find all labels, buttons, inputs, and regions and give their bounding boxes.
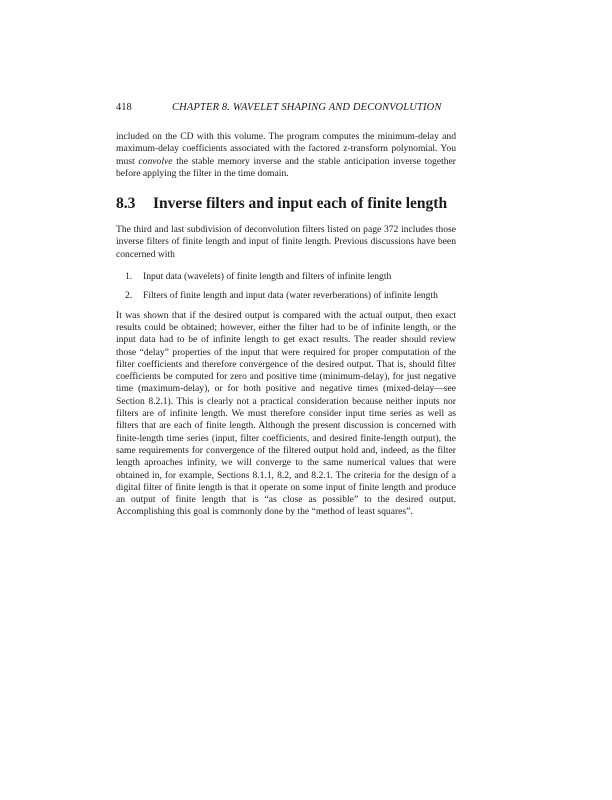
list-item-text: Filters of finite length and input data (water reverberations) of infinite length: [143, 290, 438, 302]
paragraph-3: It was shown that if the desired output is compared with the actual output, then exact results could be obtained; however, either the filter had to be of infinite length, or the input data had to be of infinite length to get exact results. The reader should review those “delay” properties of the input that were required for proper computation of the filter coefficients and therefore convergence of the desired output. That is, should filter coefficients be computed for zero and positive time (minimum-delay), for just negative time (maximum-delay), or for both positive and negative times (mixed-delay—see Section 8.2.1). This is clearly not a practical consideration because neither inputs nor filters are of infinite length. We must therefore consider input time series as well as filters that are each of finite length. Although the present discussion is concerned with finite-length time series (input, filter coefficients, and desired finite-length output), the same requirements for convergence of the filtered output hold and, indeed, as the filter length aproaches infinity, we will converge to the same numerical values that were obtained in, for example, Sections 8.1.1, 8.2, and 8.2.1. The criteria for the design of a digital filter of finite length is that it operate on some input of finite length and produce an output of finite length that is “as close as possible” to the desired output. Accomplishing this goal is commonly done by the “method of least squares”.: [116, 309, 456, 518]
list-item-number: 1.: [125, 271, 133, 283]
list-item-text: Input data (wavelets) of finite length and filters of infinite length: [143, 271, 392, 283]
running-header: [116, 100, 456, 116]
chapter-title: CHAPTER 8. WAVELET SHAPING AND DECONVOLUTION: [172, 102, 442, 113]
list-item: [116, 271, 456, 283]
section-title: Inverse filters and input each of finite length: [153, 195, 448, 213]
section-number: 8.3: [116, 195, 136, 213]
emphasis-convolve: convolve: [138, 155, 173, 167]
section-heading: [116, 194, 456, 214]
paragraph-2: The third and last subdivision of deconvolution filters listed on page 372 includes those inverse filters of finite length and input of finite length. Previous discussions have been concerned with: [116, 224, 456, 260]
numbered-list: [116, 271, 456, 303]
list-item: [116, 290, 456, 302]
book-page: [116, 100, 456, 519]
list-item-number: 2.: [125, 290, 133, 302]
paragraph-1-text-end: the stable memory inverse and the stable anticipation inverse together before applying the filter in the time domain.: [116, 155, 456, 179]
paragraph-1: [116, 131, 456, 180]
page-number: 418: [116, 102, 132, 113]
paragraph-1-text-start: included on the CD with this volume. The program computes the minimum-delay and maximum-delay coefficients associated with the factored z-transform polynomial. You must: [116, 131, 456, 167]
